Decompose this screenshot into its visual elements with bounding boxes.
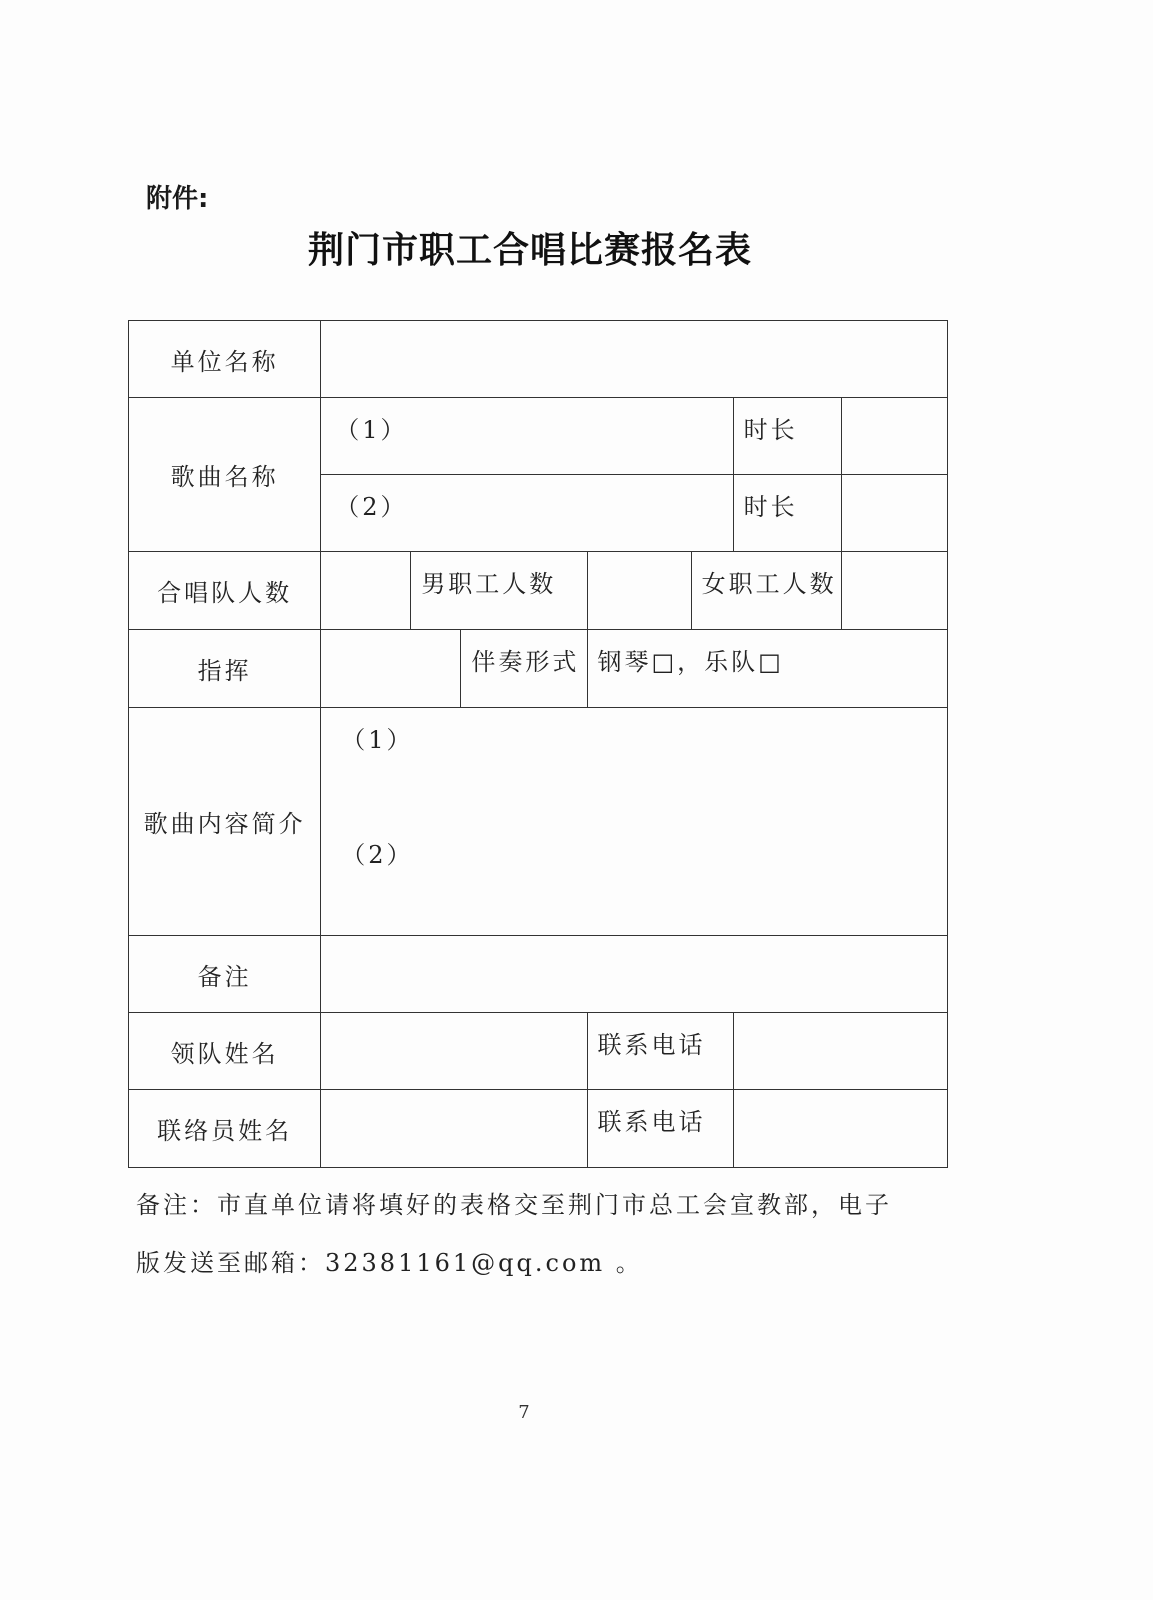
song-2-duration-field[interactable] [841, 475, 947, 552]
conductor-field[interactable] [321, 630, 461, 708]
song-2-marker: （2） [335, 493, 408, 521]
unit-name-field[interactable] [321, 321, 948, 398]
leader-phone-field[interactable] [733, 1013, 947, 1090]
liaison-name-label: 联络员姓名 [129, 1090, 321, 1168]
intro-1-marker: （1） [341, 726, 414, 754]
choir-size-field[interactable] [321, 552, 411, 630]
female-count-field[interactable] [841, 552, 947, 630]
registration-form-table [128, 320, 948, 1168]
song-1-duration-label: 时长 [733, 398, 841, 475]
conductor-label: 指挥 [129, 630, 321, 708]
page-title: 荆门市职工合唱比赛报名表 [307, 230, 752, 271]
male-count-field[interactable] [587, 552, 691, 630]
song-2-duration-label: 时长 [733, 475, 841, 552]
song-1-duration-field[interactable] [841, 398, 947, 475]
attachment-label: 附件: [146, 184, 209, 214]
song-intro-field[interactable] [321, 708, 948, 936]
female-count-label: 女职工人数 [691, 552, 841, 630]
note-line-2: 版发送至邮箱：32381161@qq.com 。 [136, 1249, 643, 1277]
accompaniment-label: 伴奏形式 [461, 630, 587, 708]
intro-2-marker: （2） [341, 841, 414, 869]
accompaniment-options[interactable]: 钢琴□，乐队□ [587, 630, 948, 708]
leader-name-field[interactable] [321, 1013, 587, 1090]
liaison-phone-label: 联系电话 [587, 1090, 733, 1168]
male-count-label: 男职工人数 [411, 552, 587, 630]
liaison-phone-field[interactable] [733, 1090, 947, 1168]
song-1-marker: （1） [335, 416, 408, 444]
submission-note [136, 1176, 936, 1292]
remarks-field[interactable] [321, 936, 948, 1013]
song-name-label: 歌曲名称 [129, 398, 321, 552]
unit-name-label: 单位名称 [129, 321, 321, 398]
song-1-field[interactable] [321, 398, 733, 475]
leader-name-label: 领队姓名 [129, 1013, 321, 1090]
liaison-name-field[interactable] [321, 1090, 587, 1168]
leader-phone-label: 联系电话 [587, 1013, 733, 1090]
song-intro-label: 歌曲内容简介 [129, 708, 321, 936]
song-2-field[interactable] [321, 475, 733, 552]
note-line-1: 备注：市直单位请将填好的表格交至荆门市总工会宣教部，电子 [136, 1191, 892, 1219]
remarks-label: 备注 [129, 936, 321, 1013]
choir-size-label: 合唱队人数 [129, 552, 321, 630]
page-number: 7 [518, 1402, 530, 1423]
